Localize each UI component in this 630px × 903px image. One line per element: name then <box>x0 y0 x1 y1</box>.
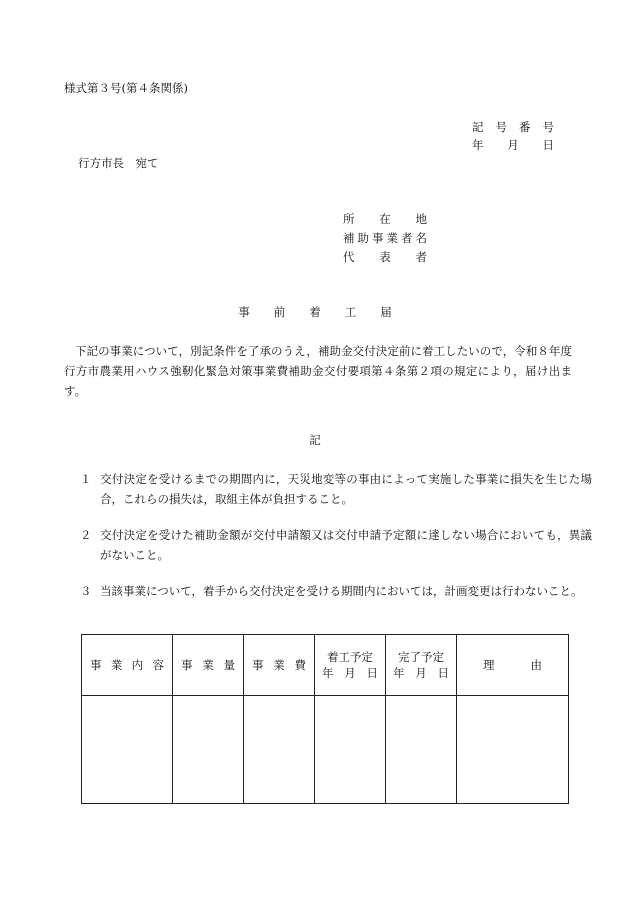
label-char: 番 <box>519 120 531 134</box>
title-char: 着 <box>309 305 321 319</box>
label-char: 事 <box>372 231 384 245</box>
table-row <box>82 696 569 804</box>
label-char: 代 <box>343 250 355 264</box>
date-label <box>472 137 554 153</box>
document-number-label <box>472 119 554 135</box>
label-char: 年 <box>472 138 484 152</box>
label-char: 助 <box>357 231 369 245</box>
header-reason: 理 由 <box>457 635 569 696</box>
applicant-representative-label <box>343 249 427 265</box>
condition-text: 交付決定を受けた補助金額が交付申請額又は交付申請予定額に達しない場合においても，異議がないこと。 <box>100 528 592 562</box>
cell-project-cost[interactable] <box>244 696 315 804</box>
label-char: 所 <box>343 212 355 226</box>
title-char: 前 <box>273 305 286 319</box>
project-table <box>81 634 569 804</box>
label-char: 補 <box>343 231 355 245</box>
label-char: 名 <box>415 231 427 245</box>
header-end-date: 完了予定 年 月 日 <box>386 635 457 696</box>
addressee: 行方市長 宛て <box>78 156 159 170</box>
label-char: 表 <box>379 250 391 264</box>
label-char: 者 <box>401 231 413 245</box>
condition-item <box>80 469 592 509</box>
condition-number: １ <box>80 472 92 486</box>
condition-item <box>80 581 592 601</box>
label-char: 記 <box>472 120 484 134</box>
cell-end-date[interactable] <box>386 696 457 804</box>
condition-text: 当該事業について，着手から交付決定を受ける期間内においては，計画変更は行わないこと。 <box>100 584 583 598</box>
header-project-cost: 事 業 費 <box>244 635 315 696</box>
condition-number: ２ <box>80 528 92 542</box>
condition-item <box>80 525 592 565</box>
cell-project-content[interactable] <box>82 696 173 804</box>
cell-project-amount[interactable] <box>173 696 244 804</box>
label-char: 地 <box>415 212 427 226</box>
body-paragraph: 下記の事業について，別記条件を了承のうえ，補助金交付決定前に着工したいので，令和８年度行方市農業用ハウス強靭化緊急対策事業費補助金交付要項第４条第２項の規定により，届け出ます。 <box>64 344 572 398</box>
cell-reason[interactable] <box>457 696 569 804</box>
header-start-date: 着工予定 年 月 日 <box>315 635 386 696</box>
condition-number: ３ <box>80 584 92 598</box>
header-project-amount: 事 業 量 <box>173 635 244 696</box>
document-title <box>0 304 630 320</box>
header-project-content: 事 業 内 容 <box>82 635 173 696</box>
title-char: 工 <box>344 305 357 319</box>
label-char: 在 <box>379 212 391 226</box>
applicant-name-label <box>343 230 427 246</box>
title-char: 届 <box>380 305 392 319</box>
condition-text: 交付決定を受けるまでの期間内に，天災地変等の事由によって実施した事業に損失を生じた場合，これらの損失は，取組主体が負担すること。 <box>100 472 592 506</box>
ki-heading: 記 <box>309 433 321 447</box>
label-char: 号 <box>542 120 554 134</box>
label-char: 業 <box>386 231 398 245</box>
label-char: 月 <box>507 138 519 152</box>
table-header-row <box>82 635 569 696</box>
title-char: 事 <box>238 305 250 319</box>
cell-start-date[interactable] <box>315 696 386 804</box>
label-char: 者 <box>415 250 427 264</box>
form-number: 様式第３号(第４条関係) <box>64 81 188 95</box>
label-char: 号 <box>495 120 507 134</box>
applicant-address-label <box>343 211 427 227</box>
label-char: 日 <box>542 138 554 152</box>
